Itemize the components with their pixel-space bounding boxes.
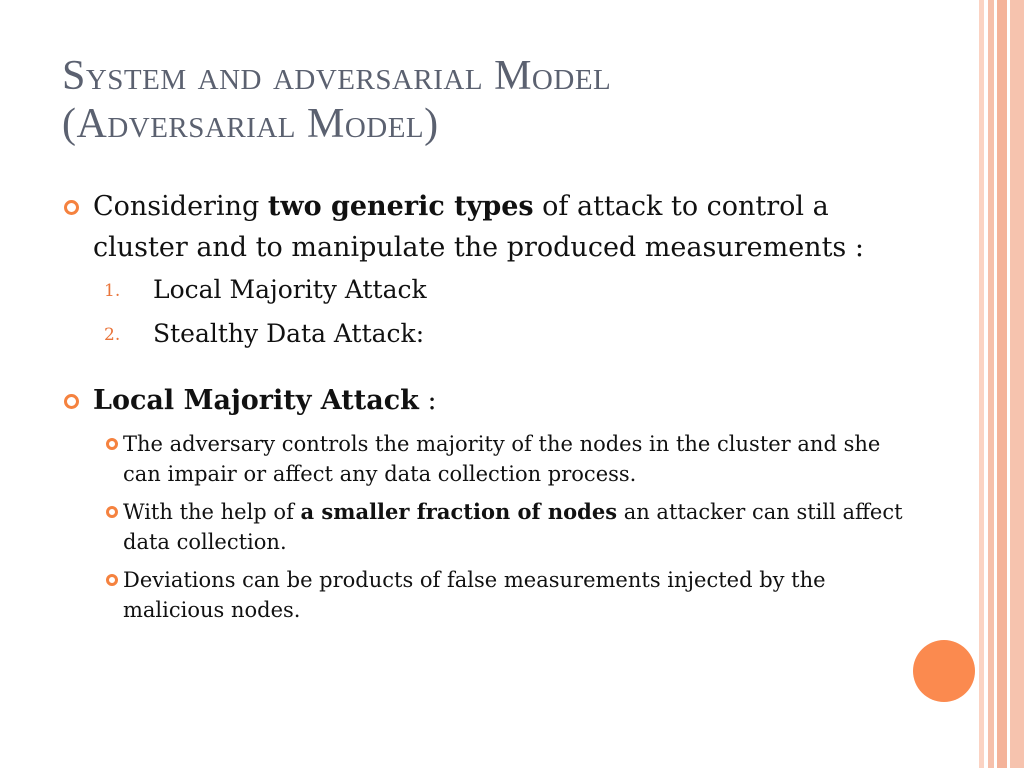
list-item-text: Local Majority Attack [153, 275, 427, 304]
ring-bullet-icon [106, 438, 118, 450]
decorative-circle-icon [913, 640, 975, 702]
list-item-text: Stealthy Data Attack: [153, 319, 425, 348]
sub-bullet-3-text: Deviations can be products of false measurements injected by the malicious nodes. [123, 568, 826, 622]
sub-bullet-2-pre: With the help of [123, 500, 301, 524]
sub-bullet-1-text: The adversary controls the majority of the nodes in the cluster and she can impair or affect any data collection process. [123, 432, 881, 486]
list-item [62, 268, 922, 312]
list-item [62, 312, 922, 356]
ring-bullet-icon [64, 394, 79, 409]
title-line-2: (Adversarial Model) [62, 101, 439, 147]
list-number: 2. [104, 325, 121, 345]
sub-bullet-1 [62, 429, 922, 489]
sub-bullet-2-bold: a smaller fraction of nodes [300, 499, 618, 524]
bullet-2-bold: Local Majority Attack [93, 385, 419, 416]
edge-stripe [997, 0, 1007, 768]
edge-stripe [1010, 0, 1024, 768]
attack-type-list [62, 268, 922, 356]
sub-bullet-2 [62, 497, 922, 557]
list-number: 1. [104, 281, 121, 301]
sub-bullet-3 [62, 565, 922, 625]
sub-bullet-2-post: an attacker can still affect data collection. [123, 500, 903, 554]
spacer [62, 356, 922, 380]
slide-body [62, 186, 922, 625]
bullet-point-2 [62, 380, 922, 421]
bullet-1-post: of attack to control a cluster and to manipulate the produced measurements : [93, 191, 864, 263]
title-line-1: System and adversarial Model [62, 53, 612, 99]
ring-bullet-icon [64, 200, 79, 215]
bullet-1-pre: Considering [93, 191, 268, 222]
bullet-1-bold: two generic types [267, 191, 534, 222]
ring-bullet-icon [106, 574, 118, 586]
ring-bullet-icon [106, 506, 118, 518]
bullet-point-1 [62, 186, 922, 268]
bullet-2-post: : [418, 385, 437, 416]
slide-title [62, 52, 942, 148]
